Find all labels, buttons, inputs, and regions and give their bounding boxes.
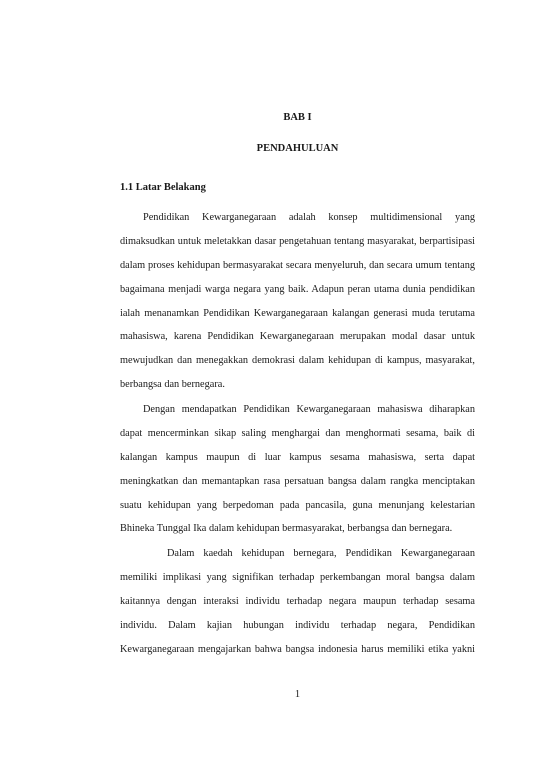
paragraph-line: ialah menanamkan Pendidikan Kewarganegaraan kalangan generasi muda terutama (120, 307, 475, 319)
paragraph-line: Kewarganegaraan mengajarkan bahwa bangsa indonesia harus memiliki etika yakni (120, 643, 475, 655)
paragraph-line: individu. Dalam kajian hubungan individu terhadap negara, Pendidikan (120, 619, 475, 631)
section-heading: 1.1 Latar Belakang (120, 182, 206, 193)
paragraph-line: dapat mencerminkan sikap saling menghargai dan menghormati sesama, baik di (120, 427, 475, 439)
paragraph-2 (120, 402, 475, 545)
paragraph-line: bagaimana menjadi warga negara yang baik. Adapun peran utama dunia pendidikan (120, 283, 475, 295)
paragraph-line: Pendidikan Kewarganegaraan adalah konsep multidimensional yang (143, 212, 475, 223)
chapter-number: BAB I (283, 112, 312, 123)
paragraph-line: berbangsa dan bernegara. (120, 379, 225, 391)
paragraph-line: Dalam kaedah kehidupan bernegara, Pendidikan Kewarganegaraan (167, 548, 475, 559)
paragraph-1 (120, 210, 475, 401)
paragraph-line: Dengan mendapatkan Pendidikan Kewarganegaraan mahasiswa diharapkan (143, 404, 475, 415)
paragraph-line: suatu kehidupan yang berpedoman pada pancasila, guna menunjang kelestarian (120, 499, 475, 511)
paragraph-line: mewujudkan dan menegakkan demokrasi dalam kehidupan di kampus, masyarakat, (120, 355, 475, 367)
paragraph-line: dalam proses kehidupan bermasyarakat secara menyeluruh, dan secara umum tentang (120, 259, 475, 271)
page-number: 1 (294, 689, 301, 700)
chapter-title: PENDAHULUAN (256, 143, 339, 154)
paragraph-line: memiliki implikasi yang signifikan terhadap perkembangan moral bangsa dalam (120, 571, 475, 583)
paragraph-3 (120, 546, 475, 665)
paragraph-line: dimaksudkan untuk meletakkan dasar pengetahuan tentang masyarakat, berpartisipasi (120, 235, 475, 247)
paragraph-line: meningkatkan dan memantapkan rasa persatuan bangsa dalam rangka menciptakan (120, 475, 475, 487)
paragraph-line: mahasiswa, karena Pendidikan Kewarganegaraan merupakan modal dasar untuk (120, 331, 475, 343)
paragraph-line: kalangan kampus maupun di luar kampus sesama mahasiswa, serta dapat (120, 451, 475, 463)
paragraph-line: Bhineka Tunggal Ika dalam kehidupan bermasyarakat, berbangsa dan bernegara. (120, 523, 453, 535)
paragraph-line: kaitannya dengan interaksi individu terhadap negara maupun terhadap sesama (120, 595, 475, 607)
